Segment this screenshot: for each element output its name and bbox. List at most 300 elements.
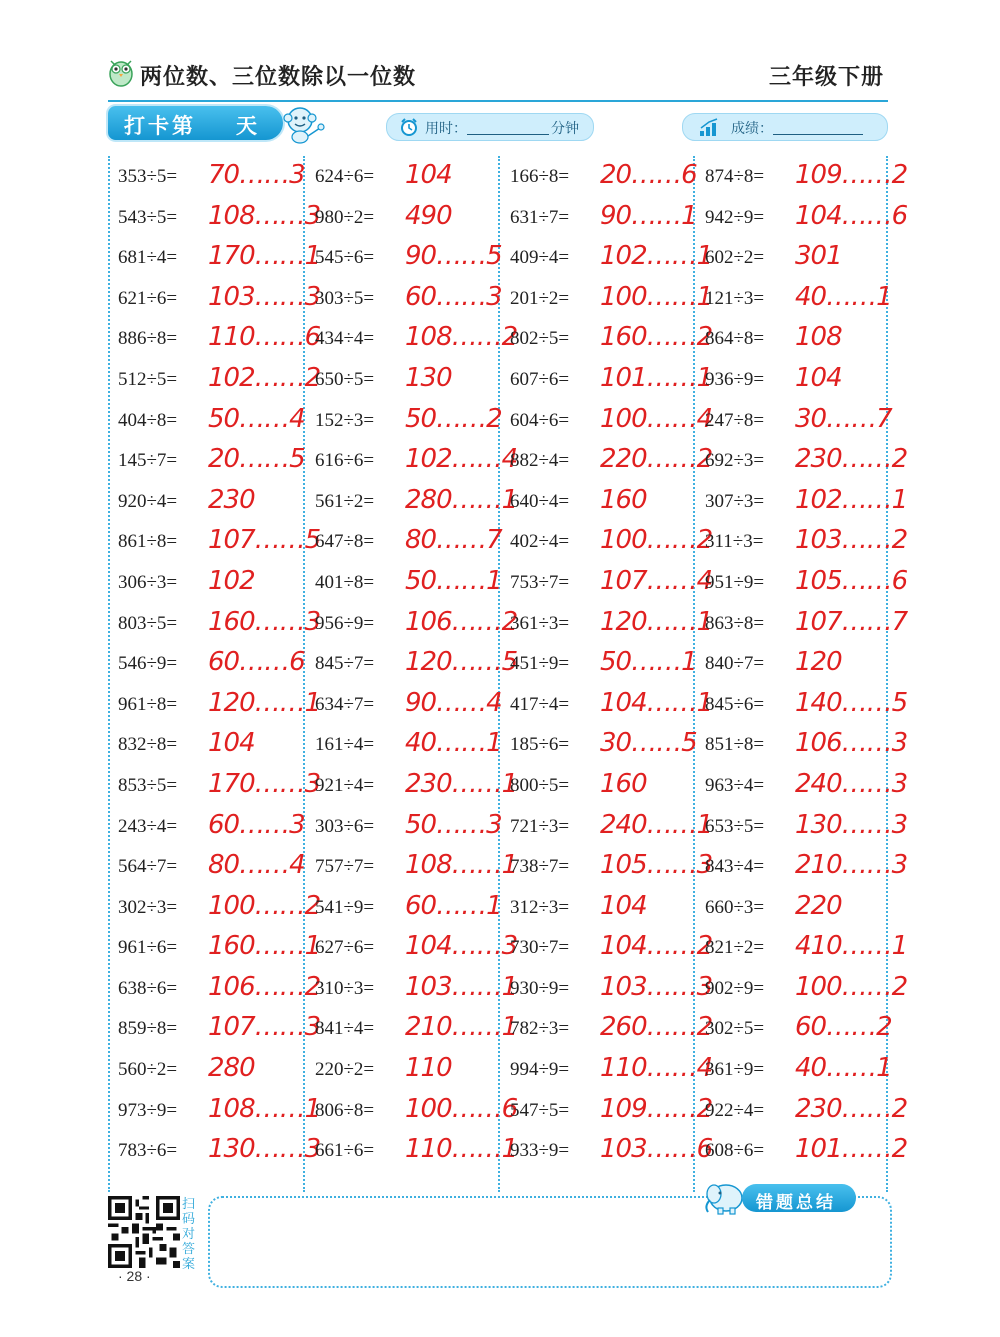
division-expression: 627÷6= <box>315 937 375 959</box>
problem-row <box>695 643 890 684</box>
handwritten-answer: 40……1 <box>795 281 892 312</box>
problem-row <box>695 278 890 319</box>
division-expression: 616÷6= <box>315 450 375 472</box>
handwritten-answer: 210……1 <box>405 1012 518 1043</box>
problem-row <box>305 1049 500 1090</box>
checkin-tab <box>108 106 283 140</box>
problem-row <box>305 968 518 1009</box>
problem-row <box>108 318 321 359</box>
problem-row <box>695 684 908 725</box>
handwritten-answer: 104 <box>600 890 647 921</box>
problem-row <box>305 156 500 197</box>
problem-row <box>695 197 908 238</box>
handwritten-answer: 100……1 <box>600 281 713 312</box>
handwritten-answer: 100……4 <box>600 403 713 434</box>
problem-row <box>305 1090 518 1131</box>
handwritten-answer: 102……1 <box>600 241 713 272</box>
division-expression: 782÷3= <box>510 1018 570 1040</box>
handwritten-answer: 100……2 <box>795 971 908 1002</box>
problem-row <box>500 359 713 400</box>
problem-row <box>500 521 713 562</box>
division-expression: 512÷5= <box>118 368 178 390</box>
division-expression: 864÷8= <box>705 328 765 350</box>
handwritten-answer: 50……2 <box>405 403 502 434</box>
time-field[interactable] <box>386 113 594 141</box>
division-expression: 660÷3= <box>705 896 765 918</box>
problem-row <box>305 521 500 562</box>
handwritten-answer: 60……3 <box>208 809 305 840</box>
problem-row <box>695 887 890 928</box>
handwritten-answer: 102……4 <box>405 444 518 475</box>
problem-row <box>500 156 695 197</box>
problem-row <box>695 400 890 441</box>
handwritten-answer: 220……2 <box>600 444 713 475</box>
handwritten-answer: 101……2 <box>795 1134 908 1165</box>
handwritten-answer: 110 <box>405 1053 452 1084</box>
handwritten-answer: 50……1 <box>405 565 502 596</box>
division-expression: 886÷8= <box>118 328 178 350</box>
problem-row <box>695 237 890 278</box>
problem-row <box>305 765 518 806</box>
division-expression: 638÷6= <box>118 977 178 999</box>
problem-row <box>108 846 303 887</box>
handwritten-answer: 103……3 <box>600 971 713 1002</box>
division-expression: 404÷8= <box>118 409 178 431</box>
problem-row <box>305 684 500 725</box>
problem-row <box>108 603 321 644</box>
division-expression: 166÷8= <box>510 166 570 187</box>
problem-column-4 <box>695 156 908 1171</box>
problem-row <box>695 806 908 847</box>
problem-row <box>305 359 500 400</box>
handwritten-answer: 120……1 <box>600 606 713 637</box>
problem-row <box>108 643 303 684</box>
division-expression: 936÷9= <box>705 368 765 390</box>
division-expression: 933÷9= <box>510 1140 570 1162</box>
handwritten-answer: 230……2 <box>795 444 908 475</box>
division-expression: 434÷4= <box>315 328 375 350</box>
handwritten-answer: 108……3 <box>208 200 321 231</box>
division-expression: 802÷5= <box>510 328 570 350</box>
handwritten-answer: 30……5 <box>600 728 697 759</box>
division-expression: 607÷6= <box>510 368 570 390</box>
handwritten-answer: 102 <box>208 565 255 596</box>
problem-row <box>305 318 518 359</box>
problem-row <box>695 846 908 887</box>
handwritten-answer: 90……1 <box>600 200 697 231</box>
handwritten-answer: 105……6 <box>795 565 908 596</box>
division-expression: 800÷5= <box>510 774 570 796</box>
problem-row <box>305 440 518 481</box>
division-expression: 845÷6= <box>705 693 765 715</box>
division-expression: 832÷8= <box>118 734 178 756</box>
handwritten-answer: 240……3 <box>795 768 908 799</box>
handwritten-answer: 80……4 <box>208 850 305 881</box>
problem-row <box>695 927 908 968</box>
problem-row <box>305 197 500 238</box>
division-expression: 841÷4= <box>315 1018 375 1040</box>
division-expression: 545÷6= <box>315 247 375 269</box>
handwritten-answer: 210……3 <box>795 850 908 881</box>
division-expression: 303÷6= <box>315 815 375 837</box>
division-expression: 753÷7= <box>510 571 570 593</box>
handwritten-answer: 230……1 <box>405 768 518 799</box>
problem-row <box>500 278 713 319</box>
handwritten-answer: 104 <box>405 160 452 190</box>
division-expression: 247÷8= <box>705 409 765 431</box>
division-expression: 402÷4= <box>510 531 570 553</box>
division-expression: 201÷2= <box>510 287 570 309</box>
score-field[interactable] <box>682 113 888 141</box>
grade-label: 三年级下册 <box>768 64 884 89</box>
division-expression: 310÷3= <box>315 977 375 999</box>
handwritten-answer: 106……2 <box>405 606 518 637</box>
problem-row <box>305 806 500 847</box>
handwritten-answer: 120……5 <box>405 647 518 678</box>
time-unit: 分钟 <box>551 120 579 136</box>
problem-row <box>305 481 518 522</box>
problem-row <box>500 1090 713 1131</box>
handwritten-answer: 100……2 <box>600 525 713 556</box>
handwritten-answer: 220 <box>795 890 842 921</box>
problem-row <box>305 724 500 765</box>
division-expression: 640÷4= <box>510 490 570 512</box>
problem-row <box>500 684 713 725</box>
handwritten-answer: 100……6 <box>405 1093 518 1124</box>
problem-row <box>305 1008 518 1049</box>
division-expression: 145÷7= <box>118 450 178 472</box>
division-expression: 546÷9= <box>118 653 178 675</box>
score-blank <box>773 134 863 135</box>
division-expression: 851÷8= <box>705 734 765 756</box>
owl-logo-icon <box>106 54 136 88</box>
division-expression: 608÷6= <box>705 1140 765 1162</box>
mistake-summary-label: 错题总结 <box>756 1193 836 1212</box>
division-expression: 303÷5= <box>315 287 375 309</box>
handwritten-answer: 104……2 <box>600 931 713 962</box>
page-number: · 28 · <box>118 1268 151 1284</box>
handwritten-answer: 90……4 <box>405 687 502 718</box>
handwritten-answer: 104……3 <box>405 931 518 962</box>
division-expression: 307÷3= <box>705 490 765 512</box>
monkey-mascot-icon <box>280 104 326 144</box>
division-expression: 647÷8= <box>315 531 375 553</box>
problem-row <box>108 197 321 238</box>
handwritten-answer: 30……7 <box>795 403 892 434</box>
division-expression: 840÷7= <box>705 653 765 675</box>
checkin-label: 打卡第 <box>124 115 196 138</box>
problem-row <box>500 237 713 278</box>
division-expression: 311÷3= <box>705 531 764 553</box>
division-expression: 361÷3= <box>510 612 570 634</box>
header-divider <box>108 100 888 102</box>
problem-row <box>108 1090 321 1131</box>
problem-row <box>108 562 303 603</box>
division-expression: 361÷9= <box>705 1059 765 1081</box>
problem-grid <box>108 156 908 1192</box>
division-expression: 803÷5= <box>118 612 178 634</box>
problem-row <box>500 887 695 928</box>
division-expression: 302÷5= <box>705 1018 765 1040</box>
division-expression: 561÷2= <box>315 490 375 512</box>
problem-row <box>305 643 518 684</box>
division-expression: 152÷3= <box>315 409 375 431</box>
division-expression: 312÷3= <box>510 896 570 918</box>
division-expression: 956÷9= <box>315 612 375 634</box>
division-expression: 783÷6= <box>118 1140 178 1162</box>
division-expression: 560÷2= <box>118 1059 178 1081</box>
division-expression: 621÷6= <box>118 287 178 309</box>
problem-row <box>500 318 713 359</box>
mistake-summary-tab <box>742 1184 856 1212</box>
problem-row <box>108 156 303 197</box>
division-expression: 401÷8= <box>315 571 375 593</box>
problem-row <box>500 1049 713 1090</box>
problem-row <box>500 846 713 887</box>
problem-row <box>305 278 500 319</box>
handwritten-answer: 20……6 <box>600 160 697 190</box>
problem-row <box>695 1008 890 1049</box>
handwritten-answer: 130 <box>405 362 452 393</box>
problem-row <box>108 359 321 400</box>
problem-row <box>305 237 500 278</box>
problem-row <box>108 927 321 968</box>
handwritten-answer: 160 <box>600 768 647 799</box>
division-expression: 543÷5= <box>118 206 178 228</box>
division-expression: 874÷8= <box>705 166 765 187</box>
time-blank <box>467 134 549 135</box>
handwritten-answer: 110……1 <box>405 1134 518 1165</box>
problem-row <box>305 887 500 928</box>
handwritten-answer: 108 <box>795 322 842 353</box>
handwritten-answer: 109……2 <box>795 160 908 190</box>
problem-row <box>500 765 695 806</box>
problem-row <box>108 724 303 765</box>
elephant-mascot-icon <box>700 1176 748 1216</box>
handwritten-answer: 70……3 <box>208 160 305 190</box>
division-expression: 121÷3= <box>705 287 765 309</box>
problem-row <box>500 1130 713 1171</box>
division-expression: 994÷9= <box>510 1059 570 1081</box>
problem-row <box>108 765 321 806</box>
checkin-day-suffix: 天 <box>236 115 257 138</box>
handwritten-answer: 107……5 <box>208 525 321 556</box>
handwritten-answer: 50……3 <box>405 809 502 840</box>
handwritten-answer: 80……7 <box>405 525 502 556</box>
division-expression: 921÷4= <box>315 774 375 796</box>
problem-row <box>108 1130 321 1171</box>
problem-row <box>695 481 908 522</box>
handwritten-answer: 130……3 <box>208 1134 321 1165</box>
problem-row <box>500 400 713 441</box>
handwritten-answer: 230……2 <box>795 1093 908 1124</box>
handwritten-answer: 102……1 <box>795 484 908 515</box>
handwritten-answer: 160 <box>600 484 647 515</box>
division-expression: 757÷7= <box>315 856 375 878</box>
division-expression: 220÷2= <box>315 1059 375 1081</box>
division-expression: 859÷8= <box>118 1018 178 1040</box>
handwritten-answer: 104……1 <box>600 687 713 718</box>
division-expression: 161÷4= <box>315 734 375 756</box>
page-title: 两位数、三位数除以一位数 <box>140 64 417 89</box>
handwritten-answer: 103……6 <box>600 1134 713 1165</box>
handwritten-answer: 60……2 <box>795 1012 892 1043</box>
problem-row <box>500 806 713 847</box>
handwritten-answer: 490 <box>405 200 452 231</box>
division-expression: 730÷7= <box>510 937 570 959</box>
handwritten-answer: 170……1 <box>208 241 321 272</box>
division-expression: 882÷4= <box>510 450 570 472</box>
division-expression: 604÷6= <box>510 409 570 431</box>
division-expression: 738÷7= <box>510 856 570 878</box>
problem-column-3 <box>500 156 713 1171</box>
division-expression: 861÷8= <box>118 531 178 553</box>
problem-row <box>500 603 713 644</box>
handwritten-answer: 301 <box>795 241 842 272</box>
handwritten-answer: 120……1 <box>208 687 321 718</box>
handwritten-answer: 130……3 <box>795 809 908 840</box>
division-expression: 863÷8= <box>705 612 765 634</box>
problem-row <box>305 562 500 603</box>
handwritten-answer: 50……1 <box>600 647 697 678</box>
problem-row <box>305 400 500 441</box>
problem-row <box>695 440 908 481</box>
problem-row <box>500 1008 713 1049</box>
handwritten-answer: 280……1 <box>405 484 518 515</box>
division-expression: 930÷9= <box>510 977 570 999</box>
problem-row <box>305 603 518 644</box>
handwritten-answer: 230 <box>208 484 255 515</box>
division-expression: 547÷5= <box>510 1099 570 1121</box>
problem-row <box>305 927 518 968</box>
problem-row <box>500 927 713 968</box>
problem-row <box>108 887 321 928</box>
problem-row <box>108 278 321 319</box>
division-expression: 661÷6= <box>315 1140 375 1162</box>
score-label: 成绩： <box>731 120 773 136</box>
division-expression: 243÷4= <box>118 815 178 837</box>
handwritten-answer: 170……3 <box>208 768 321 799</box>
handwritten-answer: 107……3 <box>208 1012 321 1043</box>
problem-row <box>500 481 695 522</box>
division-expression: 951÷9= <box>705 571 765 593</box>
scan-for-answers-label: 扫码对答案 <box>182 1196 196 1271</box>
handwritten-answer: 103……2 <box>795 525 908 556</box>
problem-row <box>108 440 303 481</box>
problem-row <box>108 968 321 1009</box>
division-expression: 806÷8= <box>315 1099 375 1121</box>
handwritten-answer: 104……6 <box>795 200 908 231</box>
division-expression: 692÷3= <box>705 450 765 472</box>
division-expression: 541÷9= <box>315 896 375 918</box>
handwritten-answer: 102……2 <box>208 362 321 393</box>
problem-row <box>500 724 695 765</box>
problem-row <box>305 846 518 887</box>
handwritten-answer: 106……2 <box>208 971 321 1002</box>
handwritten-answer: 107……4 <box>600 565 713 596</box>
problem-row <box>500 968 713 1009</box>
division-expression: 961÷6= <box>118 937 178 959</box>
problem-row <box>695 724 908 765</box>
division-expression: 451÷9= <box>510 653 570 675</box>
problem-row <box>695 1090 908 1131</box>
problem-row <box>695 765 908 806</box>
division-expression: 624÷6= <box>315 166 375 187</box>
division-expression: 821÷2= <box>705 937 765 959</box>
division-expression: 853÷5= <box>118 774 178 796</box>
problem-row <box>695 968 908 1009</box>
division-expression: 942÷9= <box>705 206 765 228</box>
problem-row <box>305 1130 518 1171</box>
division-expression: 653÷5= <box>705 815 765 837</box>
division-expression: 963÷4= <box>705 774 765 796</box>
problem-row <box>695 603 908 644</box>
alarm-clock-icon <box>399 117 419 137</box>
handwritten-answer: 260……2 <box>600 1012 713 1043</box>
handwritten-answer: 108……2 <box>405 322 518 353</box>
handwritten-answer: 60……3 <box>405 281 502 312</box>
problem-row <box>500 562 713 603</box>
division-expression: 564÷7= <box>118 856 178 878</box>
handwritten-answer: 105……3 <box>600 850 713 881</box>
handwritten-answer: 107……7 <box>795 606 908 637</box>
handwritten-answer: 50……4 <box>208 403 305 434</box>
division-expression: 845÷7= <box>315 653 375 675</box>
problem-row <box>500 440 713 481</box>
handwritten-answer: 104 <box>208 728 255 759</box>
handwritten-answer: 120 <box>795 647 842 678</box>
problem-row <box>108 237 321 278</box>
division-expression: 843÷4= <box>705 856 765 878</box>
problem-row <box>695 562 908 603</box>
handwritten-answer: 104 <box>795 362 842 393</box>
problem-row <box>108 400 303 441</box>
time-label: 用时： <box>425 120 467 136</box>
handwritten-answer: 40……1 <box>405 728 502 759</box>
qr-code-icon[interactable] <box>108 1196 180 1268</box>
handwritten-answer: 103……1 <box>405 971 518 1002</box>
handwritten-answer: 60……6 <box>208 647 305 678</box>
bar-chart-icon <box>699 117 721 137</box>
division-expression: 634÷7= <box>315 693 375 715</box>
problem-row <box>500 643 695 684</box>
problem-row <box>695 1049 890 1090</box>
problem-row <box>108 521 321 562</box>
handwritten-answer: 103……3 <box>208 281 321 312</box>
handwritten-answer: 140……5 <box>795 687 908 718</box>
handwritten-answer: 240……1 <box>600 809 713 840</box>
problem-column-2 <box>305 156 518 1171</box>
division-expression: 721÷3= <box>510 815 570 837</box>
division-expression: 681÷4= <box>118 247 178 269</box>
handwritten-answer: 110……6 <box>208 322 321 353</box>
problem-column-1 <box>108 156 321 1171</box>
division-expression: 306÷3= <box>118 571 178 593</box>
handwritten-answer: 100……2 <box>208 890 321 921</box>
problem-row <box>108 806 303 847</box>
division-expression: 185÷6= <box>510 734 570 756</box>
division-expression: 920÷4= <box>118 490 178 512</box>
handwritten-answer: 108……1 <box>405 850 518 881</box>
division-expression: 922÷4= <box>705 1099 765 1121</box>
handwritten-answer: 20……5 <box>208 444 305 475</box>
division-expression: 631÷7= <box>510 206 570 228</box>
handwritten-answer: 90……5 <box>405 241 502 272</box>
division-expression: 980÷2= <box>315 206 375 228</box>
problem-row <box>695 318 890 359</box>
handwritten-answer: 109……2 <box>600 1093 713 1124</box>
problem-row <box>108 1008 321 1049</box>
